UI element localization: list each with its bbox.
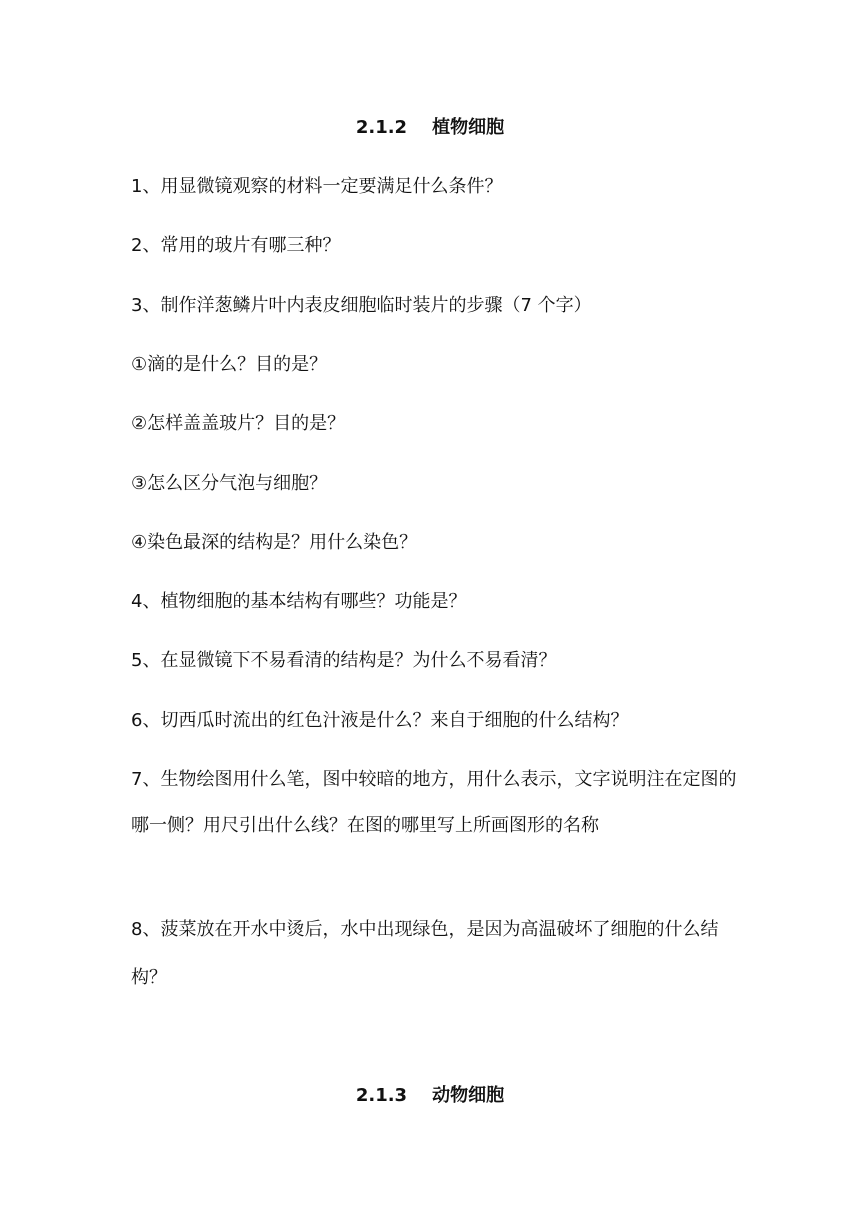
question-6: 6、切西瓜时流出的红色汁液是什么？来自于细胞的什么结构？	[131, 710, 629, 731]
question-3-sub-4: ④染色最深的结构是？用什么染色？	[131, 532, 418, 553]
question-1: 1、用显微镜观察的材料一定要满足什么条件？	[131, 176, 503, 197]
question-3-sub-2: ②怎样盖盖玻片？目的是？	[131, 413, 346, 434]
question-5: 5、在显微镜下不易看清的结构是？为什么不易看清？	[131, 650, 557, 671]
question-3: 3、制作洋葱鳞片叶内表皮细胞临时装片的步骤（7 个字）	[131, 295, 592, 316]
section-heading-animal-cell: 2.1.3 动物细胞	[355, 1085, 505, 1106]
question-3-sub-3: ③怎么区分气泡与细胞？	[131, 473, 328, 494]
question-3-sub-1: ①滴的是什么？目的是？	[131, 354, 328, 375]
question-2: 2、常用的玻片有哪三种？	[131, 235, 341, 256]
question-7: 7、生物绘图用什么笔，图中较暗的地方，用什么表示，文字说明注在定图的哪一侧？用尺引出什么线？在图的哪里写上所画图形的名称	[131, 769, 737, 836]
question-4: 4、植物细胞的基本结构有哪些？功能是？	[131, 591, 467, 612]
question-8: 8、菠菜放在开水中烫后，水中出现绿色，是因为高温破坏了细胞的什么结构？	[131, 919, 719, 988]
section-heading-plant-cell: 2.1.2 植物细胞	[355, 117, 505, 138]
